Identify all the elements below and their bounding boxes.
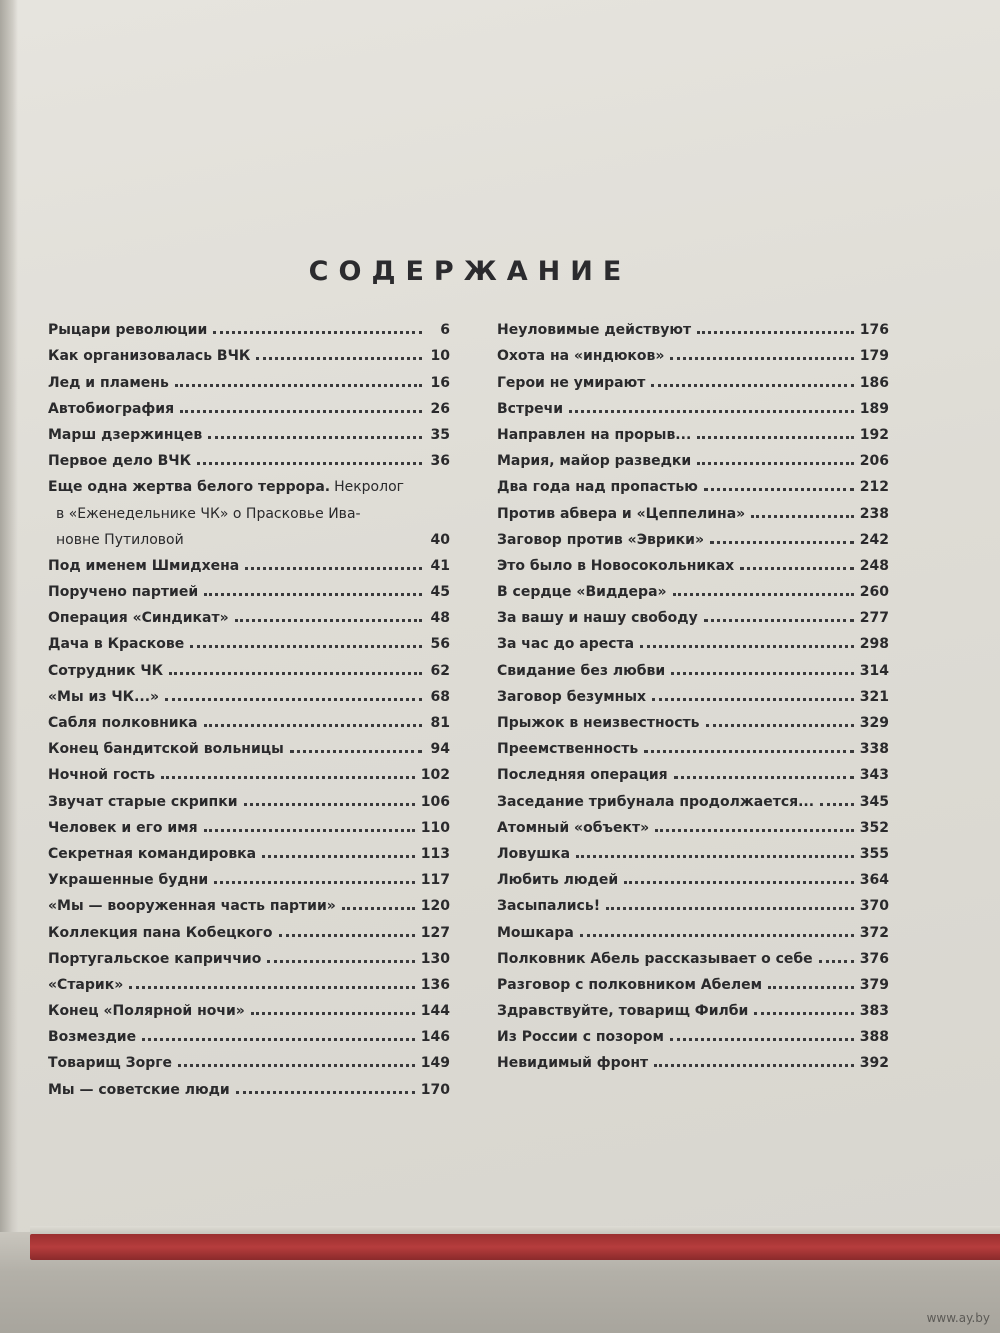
toc-entry-page: 260: [859, 584, 889, 601]
dot-leader: [208, 436, 422, 439]
toc-entry: [48, 731, 450, 757]
toc-entry-title: Сабля полковника: [48, 715, 198, 731]
toc-entry-title: Заседание трибунала продолжается...: [497, 793, 815, 810]
toc-entry: [48, 914, 450, 940]
toc-entry-page: 40: [430, 531, 450, 548]
dot-leader: [640, 645, 854, 648]
toc-entry: [497, 1019, 889, 1045]
toc-entry-title: Мы — советские люди: [48, 1081, 230, 1098]
toc-entry-page: 370: [859, 898, 889, 915]
toc-entry-page: 62: [430, 662, 450, 679]
toc-entry-page: 130: [420, 950, 450, 967]
toc-entry: [48, 574, 450, 600]
toc-entry-title: Товарищ Зорге: [48, 1055, 173, 1072]
toc-entry-title: Автобиография: [48, 400, 175, 417]
toc-entry-title: Мошкара: [497, 924, 574, 941]
dot-leader: [197, 462, 422, 465]
toc-entry-title: Здравствуйте, товарищ Филби: [497, 1003, 749, 1020]
toc-entry: [48, 600, 450, 626]
toc-entry: [48, 652, 450, 678]
toc-entry-page: 388: [859, 1029, 889, 1046]
toc-entry-page: 329: [859, 715, 889, 731]
toc-entry-page: 277: [859, 610, 889, 627]
toc-entry-page: 102: [420, 767, 450, 784]
toc-entry-page: 16: [430, 374, 450, 391]
toc-entry: [48, 417, 450, 443]
dot-leader: [180, 410, 422, 413]
toc-entry-page: 6: [440, 322, 450, 339]
dot-leader: [671, 672, 854, 675]
toc-entry: [48, 705, 450, 731]
dot-leader: [655, 829, 854, 832]
toc-right-column: [497, 312, 889, 1071]
toc-entry-page: 136: [420, 976, 450, 993]
toc-entry-page: 113: [420, 845, 450, 862]
toc-entry: [497, 888, 889, 914]
toc-entry-page: 189: [859, 400, 889, 417]
toc-entry-page: 110: [420, 819, 450, 836]
toc-entry-title: Как организовалась ВЧК: [48, 348, 251, 365]
toc-entry: [497, 312, 889, 338]
dot-leader: [819, 960, 854, 963]
toc-entry-page: 298: [859, 636, 889, 653]
toc-entry-page: 238: [859, 505, 889, 522]
toc-entry-page: 364: [859, 872, 889, 889]
toc-entry: [497, 1045, 889, 1071]
toc-entry-page: 35: [430, 426, 450, 443]
toc-entry: [48, 967, 450, 993]
toc-entry-title: Первое дело ВЧК: [48, 453, 192, 470]
toc-entry: [497, 364, 889, 390]
dot-leader: [706, 724, 854, 727]
toc-entry: [48, 522, 450, 548]
dot-leader: [710, 541, 854, 544]
toc-entry: [497, 652, 889, 678]
toc-entry-page: 392: [859, 1055, 889, 1072]
toc-entry-title: Секретная командировка: [48, 845, 257, 862]
toc-entry-title: Под именем Шмидхена: [48, 557, 240, 574]
toc-entry-title: Атомный «объект»: [497, 819, 650, 836]
toc-entry-title: Операция «Синдикат»: [48, 610, 229, 627]
toc-entry: [48, 941, 450, 967]
dot-leader: [213, 331, 422, 334]
toc-entry: [48, 391, 450, 417]
toc-entry-page: 120: [420, 898, 450, 915]
toc-entry-title: Человек и его имя: [48, 819, 198, 836]
dot-leader: [674, 776, 854, 779]
toc-entry-multiline: [48, 469, 450, 548]
toc-entry-title: Возмездие: [48, 1029, 137, 1046]
toc-entry-title-rest: Некролог: [334, 479, 404, 496]
toc-entry-title: Против абвера и «Цеппелина»: [497, 505, 746, 522]
toc-entry: [497, 967, 889, 993]
toc-entry: [497, 469, 889, 495]
toc-entry: [48, 626, 450, 652]
toc-left-column: [48, 312, 450, 1098]
toc-entry: [497, 783, 889, 809]
dot-leader: [175, 384, 422, 387]
toc-entry-page: 81: [430, 715, 450, 731]
toc-entry-title: Герои не умирают: [497, 374, 646, 391]
dot-leader: [204, 724, 422, 727]
dot-leader: [214, 881, 415, 884]
dot-leader: [704, 619, 854, 622]
dot-leader: [190, 645, 422, 648]
toc-entry-title: Из России с позором: [497, 1029, 664, 1046]
toc-entry-title-bold: Еще одна жертва белого террора.: [48, 479, 331, 496]
toc-entry-page: 355: [859, 845, 889, 862]
toc-entry-title: Ночной гость: [48, 767, 156, 784]
dot-leader: [697, 331, 854, 334]
toc-entry-page: 149: [420, 1055, 450, 1072]
toc-entry-title: Встречи: [497, 400, 564, 417]
dot-leader: [290, 750, 422, 753]
toc-entry-page: 170: [420, 1081, 450, 1098]
toc-entry-title: Португальское каприччио: [48, 950, 262, 967]
toc-entry-title: Последняя операция: [497, 767, 668, 784]
toc-entry: [48, 810, 450, 836]
dot-leader: [251, 1012, 415, 1015]
dot-leader: [751, 515, 854, 518]
toc-entry-page: 48: [430, 610, 450, 627]
toc-entry-title: новне Путиловой: [56, 531, 184, 548]
toc-entry-page: 248: [859, 557, 889, 574]
toc-entry: [48, 364, 450, 390]
toc-entry-title: Мария, майор разведки: [497, 453, 692, 470]
toc-entry: [48, 783, 450, 809]
toc-entry-title: Конец бандитской вольницы: [48, 741, 284, 758]
toc-entry: [48, 993, 450, 1019]
dot-leader: [644, 750, 854, 753]
toc-entry-page: 343: [859, 767, 889, 784]
toc-entry: [497, 548, 889, 574]
toc-entry-page: 68: [430, 688, 450, 705]
toc-entry: [497, 391, 889, 417]
toc-entry: [48, 836, 450, 862]
toc-entry-title: Невидимый фронт: [497, 1055, 649, 1072]
dot-leader: [740, 567, 854, 570]
toc-entry-title: Преемственность: [497, 741, 639, 758]
dot-leader: [204, 593, 422, 596]
toc-entry-title: Свидание без любви: [497, 662, 666, 679]
toc-entry-page: 372: [859, 924, 889, 941]
dot-leader: [654, 1064, 854, 1067]
dot-leader: [697, 436, 854, 439]
dot-leader: [235, 619, 422, 622]
dot-leader: [670, 357, 853, 360]
dot-leader: [129, 986, 415, 989]
toc-entry: [48, 1045, 450, 1071]
toc-entry: [497, 679, 889, 705]
toc-entry-page: 379: [859, 976, 889, 993]
page-edges: [30, 1226, 1000, 1234]
spine-shadow: [0, 0, 18, 1270]
toc-entry-title: Заговор безумных: [497, 688, 647, 705]
dot-leader: [256, 357, 422, 360]
toc-entry: [497, 495, 889, 521]
toc-entry-page: 352: [859, 819, 889, 836]
toc-entry-title: Дача в Краскове: [48, 636, 185, 653]
dot-leader: [178, 1064, 415, 1067]
toc-entry-page: 45: [430, 584, 450, 601]
dot-leader: [580, 934, 854, 937]
dot-leader: [704, 488, 854, 491]
toc-entry-title: Заговор против «Эврики»: [497, 531, 705, 548]
dot-leader: [606, 907, 854, 910]
toc-entry: [497, 862, 889, 888]
toc-entry-page: 36: [430, 453, 450, 470]
dot-leader: [651, 384, 853, 387]
toc-entry: [497, 731, 889, 757]
toc-entry-page: 144: [420, 1003, 450, 1020]
toc-entry-line: [48, 469, 450, 495]
watermark: www.ay.by: [926, 1311, 990, 1325]
toc-entry: [48, 757, 450, 783]
toc-entry-page: 26: [430, 400, 450, 417]
toc-entry-title: Лед и пламень: [48, 374, 169, 391]
toc-entry: [497, 941, 889, 967]
toc-entry-title: Конец «Полярной ночи»: [48, 1003, 245, 1020]
toc-entry-title: «Старик»: [48, 976, 124, 993]
toc-entry-page: 56: [430, 636, 450, 653]
toc-entry-title: Охота на «индюков»: [497, 348, 665, 365]
toc-entry-page: 206: [859, 453, 889, 470]
toc-entry-title: Это было в Новосокольниках: [497, 557, 735, 574]
toc-entry-page: 106: [420, 793, 450, 810]
dot-leader: [697, 462, 854, 465]
toc-entry-title: «Мы — вооруженная часть партии»: [48, 898, 336, 915]
dot-leader: [236, 1091, 415, 1094]
dot-leader: [267, 960, 414, 963]
toc-entry: [497, 914, 889, 940]
toc-entry-page: 383: [859, 1003, 889, 1020]
dot-leader: [820, 803, 854, 806]
page-title: СОДЕРЖАНИЕ: [308, 256, 632, 287]
dot-leader: [165, 698, 422, 701]
toc-entry-page: 176: [859, 322, 889, 339]
dot-leader: [204, 829, 415, 832]
dot-leader: [342, 907, 415, 910]
dot-leader: [161, 776, 415, 779]
toc-entry-page: 314: [859, 662, 889, 679]
toc-entry-page: 179: [859, 348, 889, 365]
toc-entry-title: Полковник Абель рассказывает о себе: [497, 950, 813, 967]
toc-entry-page: 41: [430, 557, 450, 574]
toc-entry-title: Коллекция пана Кобецкого: [48, 924, 273, 941]
toc-entry: [497, 757, 889, 783]
toc-entry-page: 127: [420, 924, 450, 941]
toc-entry: [497, 836, 889, 862]
toc-entry-title: Рыцари революции: [48, 322, 208, 339]
dot-leader: [754, 1012, 853, 1015]
toc-entry-title: Прыжок в неизвестность: [497, 715, 700, 731]
toc-entry-page: 146: [420, 1029, 450, 1046]
toc-entry: [497, 574, 889, 600]
toc-entry-title: Разговор с полковником Абелем: [497, 976, 763, 993]
toc-entry-title: «Мы из ЧК...»: [48, 688, 160, 705]
toc-entry-title: Ловушка: [497, 845, 571, 862]
toc-entry: [497, 338, 889, 364]
toc-entry-title: Звучат старые скрипки: [48, 793, 238, 810]
toc-entry-page: 117: [420, 872, 450, 889]
toc-entry-title: Засыпались!: [497, 898, 601, 915]
toc-entry: [48, 312, 450, 338]
toc-entry: [497, 600, 889, 626]
toc-entry-line: в «Еженедельнике ЧК» о Прасковье Ива-: [56, 505, 361, 522]
toc-entry: [497, 705, 889, 731]
dot-leader: [142, 1038, 415, 1041]
toc-entry-page: 321: [859, 688, 889, 705]
toc-entry-title: За час до ареста: [497, 636, 635, 653]
toc-entry: [497, 993, 889, 1019]
toc-entry: [48, 679, 450, 705]
toc-entry-title: Неуловимые действуют: [497, 322, 692, 339]
toc-entry-title: Поручено партией: [48, 584, 199, 601]
dot-leader: [262, 855, 415, 858]
toc-entry: [48, 548, 450, 574]
toc-entry-title: Два года над пропастью: [497, 479, 698, 496]
toc-entry-page: 192: [859, 426, 889, 443]
dot-leader: [279, 934, 415, 937]
dot-leader: [670, 1038, 854, 1041]
toc-entry-page: 345: [859, 793, 889, 810]
toc-entry: [497, 522, 889, 548]
toc-entry-page: 94: [430, 741, 450, 758]
toc-entry: [497, 810, 889, 836]
toc-entry: [48, 862, 450, 888]
dot-leader: [244, 803, 415, 806]
toc-entry: [48, 338, 450, 364]
toc-entry-title: За вашу и нашу свободу: [497, 610, 698, 627]
toc-entry: [48, 1019, 450, 1045]
toc-entry-title: Направлен на прорыв...: [497, 426, 692, 443]
toc-entry-page: 338: [859, 741, 889, 758]
toc-entry-page: 212: [859, 479, 889, 496]
toc-entry: [497, 443, 889, 469]
dot-leader: [624, 881, 854, 884]
toc-entry-page: 10: [430, 348, 450, 365]
toc-entry-title: В сердце «Виддера»: [497, 584, 667, 601]
dot-leader: [768, 986, 854, 989]
dot-leader: [673, 593, 854, 596]
toc-entry: [497, 417, 889, 443]
toc-entry-title: Сотрудник ЧК: [48, 662, 164, 679]
red-cover-edge: [30, 1234, 1000, 1260]
dot-leader: [245, 567, 422, 570]
toc-entry-page: 186: [859, 374, 889, 391]
toc-entry-page: 376: [859, 950, 889, 967]
dot-leader: [569, 410, 854, 413]
toc-entry: [48, 1071, 450, 1097]
toc-entry-title: Марш дзержинцев: [48, 426, 203, 443]
toc-entry-title: Любить людей: [497, 872, 619, 889]
dot-leader: [169, 672, 422, 675]
toc-entry: [48, 443, 450, 469]
dot-leader: [576, 855, 854, 858]
toc-entry: [48, 888, 450, 914]
toc-entry-title: Украшенные будни: [48, 872, 209, 889]
toc-entry: [497, 626, 889, 652]
dot-leader: [652, 698, 854, 701]
toc-entry-page: 242: [859, 531, 889, 548]
